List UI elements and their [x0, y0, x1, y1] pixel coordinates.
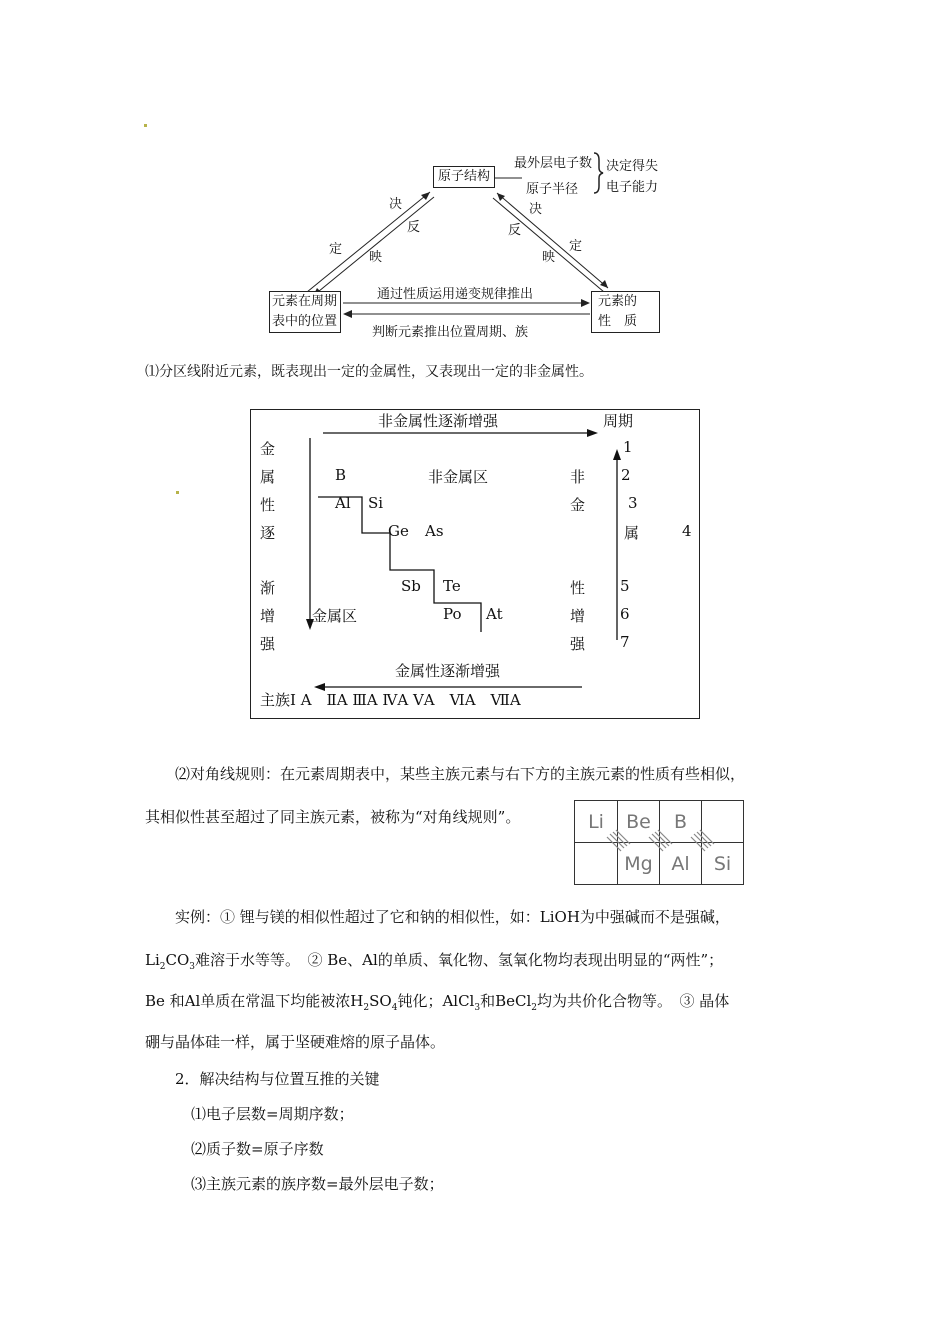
right-edge-char: 反	[508, 223, 522, 238]
text-run: SO	[369, 992, 392, 1010]
element-symbol: Ge	[388, 522, 409, 540]
atomic-radius-label: 原子半径	[526, 182, 579, 197]
cell-b: B	[659, 800, 702, 843]
point-2-line-2: 其相似性甚至超过了同主族元素，被称为“对角线规则”。	[145, 808, 521, 826]
element-symbol: Al	[335, 494, 351, 512]
metal-zone-label: 金属区	[312, 607, 358, 625]
text-run: 难溶于水等等。 ② Be、Al的单质、氧化物、氢氧化物均表现出明显的“两性”；	[195, 951, 724, 969]
nonmetal-zone-label: 非金属区	[428, 468, 489, 486]
gain-loss-label-2: 电子能力	[606, 180, 659, 195]
example-line-3	[145, 990, 729, 1013]
period-label: 周期	[603, 412, 634, 430]
element-symbol: Te	[443, 577, 461, 595]
right-trend-char: 属	[624, 524, 640, 542]
subscript: 2	[363, 1003, 370, 1013]
right-trend-char: 性	[570, 579, 586, 597]
subscript: 3	[189, 962, 196, 972]
top-arrow-label: 通过性质运用递变规律推出	[377, 287, 534, 302]
right-edge-char: 决	[529, 202, 543, 217]
point-1-text: ⑴分区线附近元素，既表现出一定的金属性，又表现出一定的非金属性。	[145, 364, 593, 380]
subscript: 2	[531, 1003, 537, 1013]
right-trend-char: 强	[570, 635, 586, 653]
element-symbol: Po	[443, 605, 462, 623]
cell-mg: Mg	[617, 842, 660, 885]
section-2-item: ⑶主族元素的族序数=最外层电子数；	[191, 1175, 444, 1193]
bottom-arrow-label: 判断元素推出位置周期、族	[372, 325, 529, 340]
right-trend-char: 非	[570, 468, 586, 486]
position-label-2: 表中的位置	[272, 314, 338, 329]
text-run: 和BeCl	[480, 992, 532, 1010]
example-line-2	[145, 949, 723, 972]
position-label-1: 元素在周期	[272, 294, 338, 309]
text-run: 钝化；AlCl	[397, 992, 475, 1010]
element-symbol: As	[425, 522, 444, 540]
section-2-item: ⑵质子数=原子序数	[191, 1140, 324, 1158]
atomic-structure-label: 原子结构	[437, 169, 490, 184]
element-symbol: Sb	[401, 577, 421, 595]
element-symbol: B	[335, 466, 347, 484]
left-trend-char: 渐	[260, 579, 276, 597]
element-symbol: At	[486, 605, 503, 623]
gain-loss-label-1: 决定得失	[606, 159, 659, 174]
property-label-2: 性 质	[598, 314, 638, 329]
period-number: 6	[620, 605, 630, 623]
metal-increase-label: 金属性逐渐增强	[395, 662, 501, 680]
left-edge-char: 反	[407, 220, 421, 235]
cell-si: Si	[701, 842, 744, 885]
cell-be: Be	[617, 800, 660, 843]
text-run: Li	[145, 951, 160, 969]
nonmetal-increase-label: 非金属性逐渐增强	[378, 412, 499, 430]
period-number: 5	[620, 577, 630, 595]
left-trend-char: 强	[260, 635, 276, 653]
period-number: 4	[682, 522, 692, 540]
section-2-title: 2．解决结构与位置互推的关键	[175, 1070, 380, 1088]
text-run: 均为共价化合物等。 ③ 晶体	[537, 992, 730, 1010]
example-line-4: 硼与晶体硅一样，属于坚硬难熔的原子晶体。	[145, 1033, 446, 1051]
left-edge-char: 映	[369, 250, 383, 265]
period-number: 1	[623, 438, 633, 456]
outer-electrons-label: 最外层电子数	[514, 156, 593, 171]
right-edge-char: 定	[569, 239, 583, 254]
text-run: CO	[165, 951, 190, 969]
left-trend-char: 金	[260, 440, 276, 458]
property-label-1: 元素的	[598, 294, 638, 309]
subscript: 3	[474, 1003, 481, 1013]
left-edge-char: 决	[389, 197, 403, 212]
period-number: 3	[628, 494, 638, 512]
period-number: 7	[620, 633, 630, 651]
section-2-item: ⑴电子层数=周期序数；	[191, 1105, 354, 1123]
cell-al: Al	[659, 842, 702, 885]
right-trend-char: 金	[570, 496, 586, 514]
subscript: 2	[159, 962, 166, 972]
left-trend-char: 性	[260, 496, 276, 514]
left-trend-char: 逐	[260, 524, 276, 542]
cell-li: Li	[574, 800, 618, 843]
point-2-line-1: ⑵对角线规则：在元素周期表中，某些主族元素与右下方的主族元素的性质有些相似，	[175, 765, 746, 783]
text-run: Be 和Al单质在常温下均能被浓H	[145, 992, 364, 1010]
right-edge-char: 映	[542, 250, 556, 265]
period-number: 2	[621, 466, 631, 484]
left-trend-char: 属	[260, 468, 276, 486]
element-symbol: Si	[368, 494, 384, 512]
left-edge-char: 定	[329, 242, 343, 257]
example-line-1: 实例：① 锂与镁的相似性超过了它和钠的相似性，如：LiOH为中强碱而不是强碱，	[175, 908, 730, 926]
right-trend-char: 增	[570, 607, 586, 625]
subscript: 4	[391, 1003, 398, 1013]
main-groups-label: 主族Ⅰ A ⅡA ⅢA ⅣA ⅤA ⅥA ⅦA	[260, 691, 521, 709]
left-trend-char: 增	[260, 607, 276, 625]
